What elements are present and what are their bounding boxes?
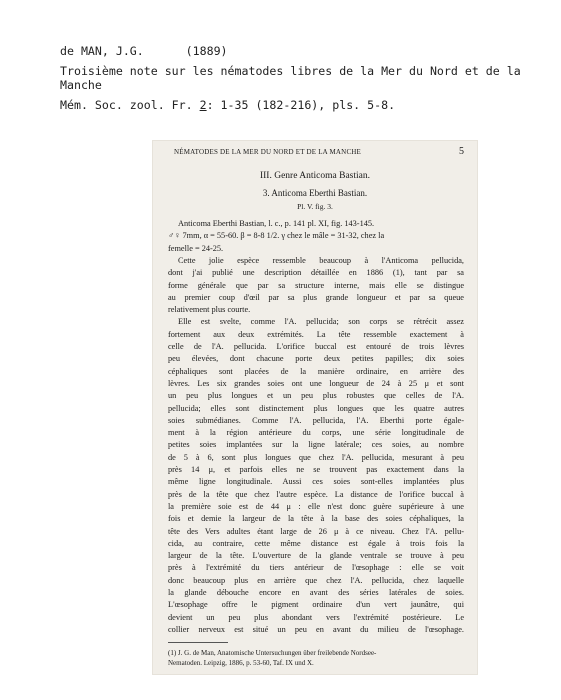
- citation-reference: [60, 98, 395, 112]
- citation-header: [60, 44, 228, 58]
- footnote-line: (1) J. G. de Man, Anatomische Untersuchungen über freilebende Nordsee-: [168, 649, 377, 657]
- citation-year: (1889): [185, 44, 228, 58]
- genre-heading: III. Genre Anticoma Bastian.: [259, 171, 370, 181]
- citation-author: de MAN, J.G.: [60, 44, 144, 58]
- text-line: Anticoma Eberthi Bastian, l. c., p. 141 pl. XI, fig. 143-145.: [178, 219, 375, 228]
- text-line: la première soie est de 44 μ : elle n'est donc guère supérieure à une: [168, 501, 464, 511]
- text-line: fortement aux deux extrémités. La tête ressemble exactement à: [168, 329, 464, 339]
- running-head: NÉMATODES DE LA MER DU NORD ET DE LA MANCHE: [174, 148, 362, 156]
- text-line: la glande débouche encore en avant des séries latérales de soies.: [168, 588, 464, 597]
- text-line: celle de l'A. pellucida. L'orifice buccal est entouré de trois lèvres: [168, 342, 464, 351]
- text-line: céphaliques sont placées de la manière ordinaire, en arrière des: [168, 366, 464, 376]
- reference-pages: : 1-35 (182-216), pls. 5-8.: [206, 98, 396, 112]
- text-line: près à l'extrémité du tiers antérieur de l'œsophage : elle se voit: [168, 563, 464, 573]
- text-line: ♂♀ 7mm, α = 55-60. β = 8-8 1/2. γ chez le mâle = 31-32, chez la: [168, 231, 385, 241]
- text-line: lèvres. Les six grandes soies ont une longueur de 24 à 25 μ et sont: [168, 378, 464, 388]
- text-line: femelle = 24-25.: [168, 243, 224, 253]
- text-line: L'œsophage offre le pigment ordinaire d'un vert jaunâtre, qui: [168, 600, 464, 610]
- citation-title-line-2: Manche: [60, 78, 102, 92]
- text-line: même ligne longitudinale. Aussi ces soies sont-elles implantées plus: [168, 477, 464, 487]
- species-heading: 3. Anticoma Eberthi Bastian.: [262, 188, 368, 198]
- text-line: Cette jolie espèce ressemble beaucoup à l'Anticoma pellucida,: [178, 255, 464, 265]
- text-line: près de la tête que chez l'autre espèce. La distance de l'orifice buccal à: [168, 489, 464, 499]
- text-line: collier nerveux est situé un peu en avant du milieu de l'œsophage.: [168, 624, 464, 634]
- reference-volume: 2: [199, 98, 207, 112]
- text-line: au premier coup d'œil par sa plus grande longueur et par sa queue: [168, 292, 464, 302]
- text-line: petites soies implantées sur la ligne latérale; ces soies, au nombre: [168, 440, 464, 450]
- footnote-line: Nematoden. Leipzig, 1886, p. 53-60, Taf. IX und X.: [168, 659, 314, 667]
- plate-reference: Pl. V. fig. 3.: [297, 202, 333, 211]
- text-line: de 5 à 6, sont plus longues que chez l'A. pellucida, mesurant à peu: [168, 452, 464, 462]
- text-line: soies submédianes. Comme l'A. pellucida, l'A. Eberthi porte égale-: [168, 415, 464, 425]
- text-line: devient un peu plus abondant vers l'extrémité postérieure. Le: [168, 612, 464, 622]
- footnote-rule: [168, 642, 228, 643]
- scanned-page: [152, 140, 478, 675]
- text-line: ment à la région antérieure du corps, une série longitudinale de: [168, 428, 464, 438]
- text-line: fois et demie la largeur de la tête à la base des soies céphaliques, la: [168, 514, 464, 524]
- text-line: pellucida; elles sont distinctement plus longues que les quatre autres: [168, 403, 464, 413]
- citation-title-line-1: Troisième note sur les nématodes libres de la Mer du Nord et de la: [60, 64, 521, 78]
- text-line: près 14 μ, et parfois elles ne se trouvent pas exactement dans la: [168, 465, 464, 474]
- text-line: tête des Vers adultes étant large de 26 μ à ce niveau. Chez l'A. pellu-: [168, 526, 464, 536]
- page-number: 5: [459, 146, 464, 157]
- text-line: un peu plus longues et un peu plus robustes que celles de l'A.: [168, 391, 464, 401]
- reference-journal: Mém. Soc. zool. Fr.: [60, 98, 200, 112]
- text-line: peu élevées, dont chacune porte deux petites papilles; dix soies: [168, 354, 464, 364]
- text-line: Elle est svelte, comme l'A. pellucida; son corps se rétrécit assez: [178, 317, 464, 327]
- text-line: dont j'ai publié une description détaillée en 1886 (1), tant par sa: [168, 268, 464, 278]
- text-line: donc beaucoup plus en arrière que chez l'A. pellucida, chez laquelle: [168, 575, 464, 585]
- text-line: cida, au contraire, cette même distance est égale à trois fois la: [168, 538, 464, 548]
- text-line: forme générale que par sa structure interne, mais elle se distingue: [168, 280, 464, 290]
- text-line: largeur de la tête. L'ouverture de la glande ventrale se trouve à peu: [168, 551, 464, 561]
- text-line: relativement plus courte.: [168, 305, 251, 315]
